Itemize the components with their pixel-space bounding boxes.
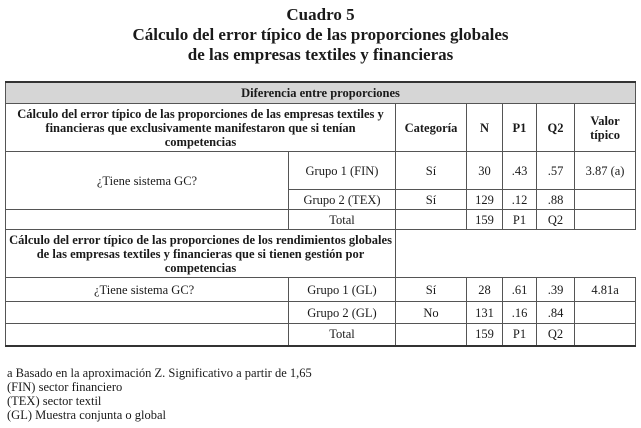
p1-cell: .61: [503, 278, 537, 302]
valor-cell: [575, 302, 636, 324]
note-tex: (TEX) sector textil: [7, 394, 102, 408]
total-q2: Q2: [537, 210, 575, 230]
table-notes: [7, 366, 312, 422]
title-line-3: de las empresas textiles y financieras: [187, 45, 454, 64]
n-cell: 131: [467, 302, 503, 324]
category-cell: Sí: [396, 278, 467, 302]
col-header-categoria: Categoría: [396, 104, 467, 152]
table-row: [6, 302, 636, 324]
p1-cell: .43: [503, 152, 537, 190]
title-line-1: Cuadro 5: [286, 5, 355, 24]
group-cell: Grupo 2 (GL): [289, 302, 396, 324]
section1-heading: Cálculo del error típico de las proporciones de las empresas textiles y financieras que exclusivamente manifestaron que si tenían competencias: [6, 104, 396, 152]
note-fin: (FIN) sector financiero: [7, 380, 123, 394]
note-significance: a Basado en la aproximación Z. Significativo a partir de 1,65: [7, 366, 312, 380]
total-label: Total: [289, 210, 396, 230]
table-title: [0, 5, 641, 65]
section2-question: ¿Tiene sistema GC?: [6, 278, 289, 302]
group-cell: Grupo 1 (FIN): [289, 152, 396, 190]
col-header-n: N: [467, 104, 503, 152]
valor-cell: 3.87 (a): [575, 152, 636, 190]
proportions-table: [5, 81, 636, 347]
valor-cell: [575, 190, 636, 210]
total-row: [6, 210, 636, 230]
valor-cell: 4.81a: [575, 278, 636, 302]
group-cell: Grupo 1 (GL): [289, 278, 396, 302]
band-header: Diferencia entre proporciones: [6, 82, 636, 104]
category-cell: Sí: [396, 152, 467, 190]
category-cell: Sí: [396, 190, 467, 210]
total-p1: P1: [503, 324, 537, 346]
total-n: 159: [467, 210, 503, 230]
total-row: [6, 324, 636, 346]
table-row: [6, 152, 636, 190]
section1-question: ¿Tiene sistema GC?: [6, 152, 289, 210]
n-cell: 30: [467, 152, 503, 190]
total-label: Total: [289, 324, 396, 346]
q2-cell: .88: [537, 190, 575, 210]
n-cell: 129: [467, 190, 503, 210]
p1-cell: .12: [503, 190, 537, 210]
q2-cell: .84: [537, 302, 575, 324]
group-cell: Grupo 2 (TEX): [289, 190, 396, 210]
total-p1: P1: [503, 210, 537, 230]
n-cell: 28: [467, 278, 503, 302]
table-row: [6, 278, 636, 302]
q2-cell: .57: [537, 152, 575, 190]
col-header-p1: P1: [503, 104, 537, 152]
category-cell: No: [396, 302, 467, 324]
note-gl: (GL) Muestra conjunta o global: [7, 408, 166, 422]
q2-cell: .39: [537, 278, 575, 302]
col-header-valor: Valor típico: [575, 104, 636, 152]
p1-cell: .16: [503, 302, 537, 324]
col-header-q2: Q2: [537, 104, 575, 152]
section2-heading: Cálculo del error típico de las proporciones de los rendimientos globales de las empresas textiles y financieras que si tienen gestión por competencias: [6, 230, 396, 278]
total-n: 159: [467, 324, 503, 346]
title-line-2: Cálculo del error típico de las proporciones globales: [132, 25, 509, 44]
total-q2: Q2: [537, 324, 575, 346]
